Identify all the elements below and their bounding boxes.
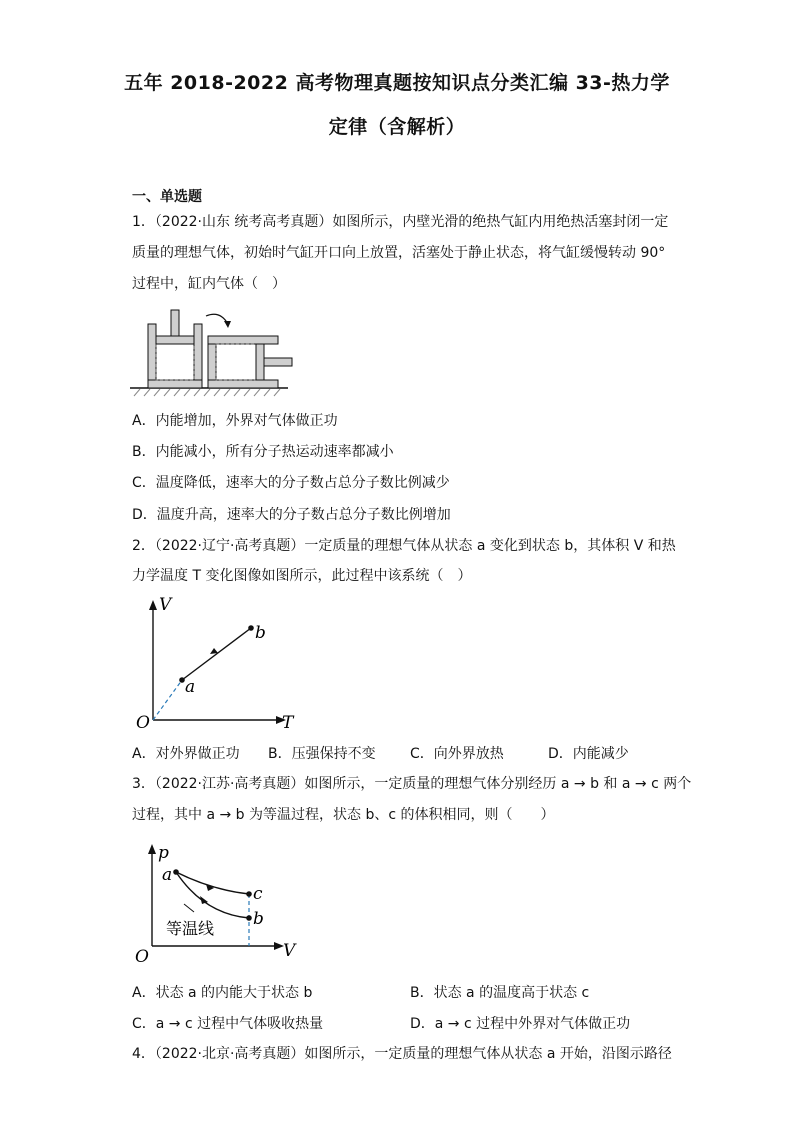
q2-point-b-label: b bbox=[255, 623, 266, 643]
q2-origin-label: O bbox=[136, 713, 150, 733]
q1-cylinder-figure bbox=[128, 306, 298, 398]
q1-option-a: A．内能增加，外界对气体做正功 bbox=[132, 413, 338, 429]
q2-option-b: B．压强保持不变 bbox=[268, 746, 376, 762]
q3-point-c-label: c bbox=[253, 884, 263, 904]
q2-option-c: C．向外界放热 bbox=[410, 746, 504, 762]
q2-stem-line-1: 2．（2022·辽宁·高考真题）一定质量的理想气体从状态 a 变化到状态 b，其体积 V 和热 bbox=[132, 538, 676, 554]
q1-option-b: B．内能减小，所有分子热运动速率都减小 bbox=[132, 444, 394, 460]
section-heading: 一、单选题 bbox=[132, 189, 202, 205]
document-title-line-2: 定律（含解析） bbox=[328, 116, 466, 138]
q3-stem-line-1: 3．（2022·江苏·高考真题）如图所示，一定质量的理想气体分别经历 a → b 和 a → c 两个 bbox=[132, 776, 692, 792]
q3-stem-line-2: 过程，其中 a → b 为等温过程，状态 b、c 的体积相同，则（ ） bbox=[132, 807, 555, 823]
q3-point-b-label: b bbox=[253, 909, 264, 929]
q3-point-b bbox=[246, 915, 252, 921]
q3-option-c: C．a → c 过程中气体吸收热量 bbox=[132, 1016, 324, 1032]
q2-point-b bbox=[248, 625, 254, 631]
q3-point-a bbox=[173, 869, 179, 875]
q1-stem-line-2: 质量的理想气体，初始时气缸开口向上放置，活塞处于静止状态，将气缸缓慢转动 90° bbox=[132, 245, 666, 261]
q3-option-b: B．状态 a 的温度高于状态 c bbox=[410, 985, 590, 1001]
q3-pv-graph bbox=[132, 840, 302, 968]
q3-option-a: A．状态 a 的内能大于状态 b bbox=[132, 985, 313, 1001]
q1-stem-line-1: 1．（2022·山东 统考高考真题）如图所示，内壁光滑的绝热气缸内用绝热活塞封闭一定 bbox=[132, 214, 669, 230]
q1-option-c: C．温度降低，速率大的分子数占总分子数比例减少 bbox=[132, 475, 450, 491]
document-title-line-1: 五年 2018-2022 高考物理真题按知识点分类汇编 33-热力学 bbox=[124, 72, 670, 94]
q3-option-d: D．a → c 过程中外界对气体做正功 bbox=[410, 1016, 631, 1032]
q3-origin-label: O bbox=[135, 947, 149, 967]
q3-axis-v-label: V bbox=[283, 941, 296, 961]
q2-axis-v-label: V bbox=[159, 596, 172, 615]
q3-axis-p-label: p bbox=[158, 843, 169, 863]
q2-option-d: D．内能减少 bbox=[548, 746, 629, 762]
q2-point-a-label: a bbox=[185, 677, 196, 697]
q1-stem-line-3: 过程中，缸内气体（ ） bbox=[132, 276, 286, 292]
q3-point-a-label: a bbox=[162, 865, 173, 885]
q3-isotherm-label: 等温线 bbox=[166, 919, 215, 938]
q2-axis-t-label: T bbox=[282, 713, 294, 733]
q3-point-c bbox=[246, 891, 252, 897]
q2-option-a: A．对外界做正功 bbox=[132, 746, 240, 762]
q2-stem-line-2: 力学温度 T 变化图像如图所示，此过程中该系统（ ） bbox=[132, 568, 472, 584]
q4-stem-line-1: 4．（2022·北京·高考真题）如图所示，一定质量的理想气体从状态 a 开始，沿图示路径 bbox=[132, 1046, 672, 1062]
q2-point-a bbox=[179, 677, 185, 683]
q1-option-d: D．温度升高，速率大的分子数占总分子数比例增加 bbox=[132, 507, 451, 523]
q2-vt-graph bbox=[132, 596, 302, 736]
